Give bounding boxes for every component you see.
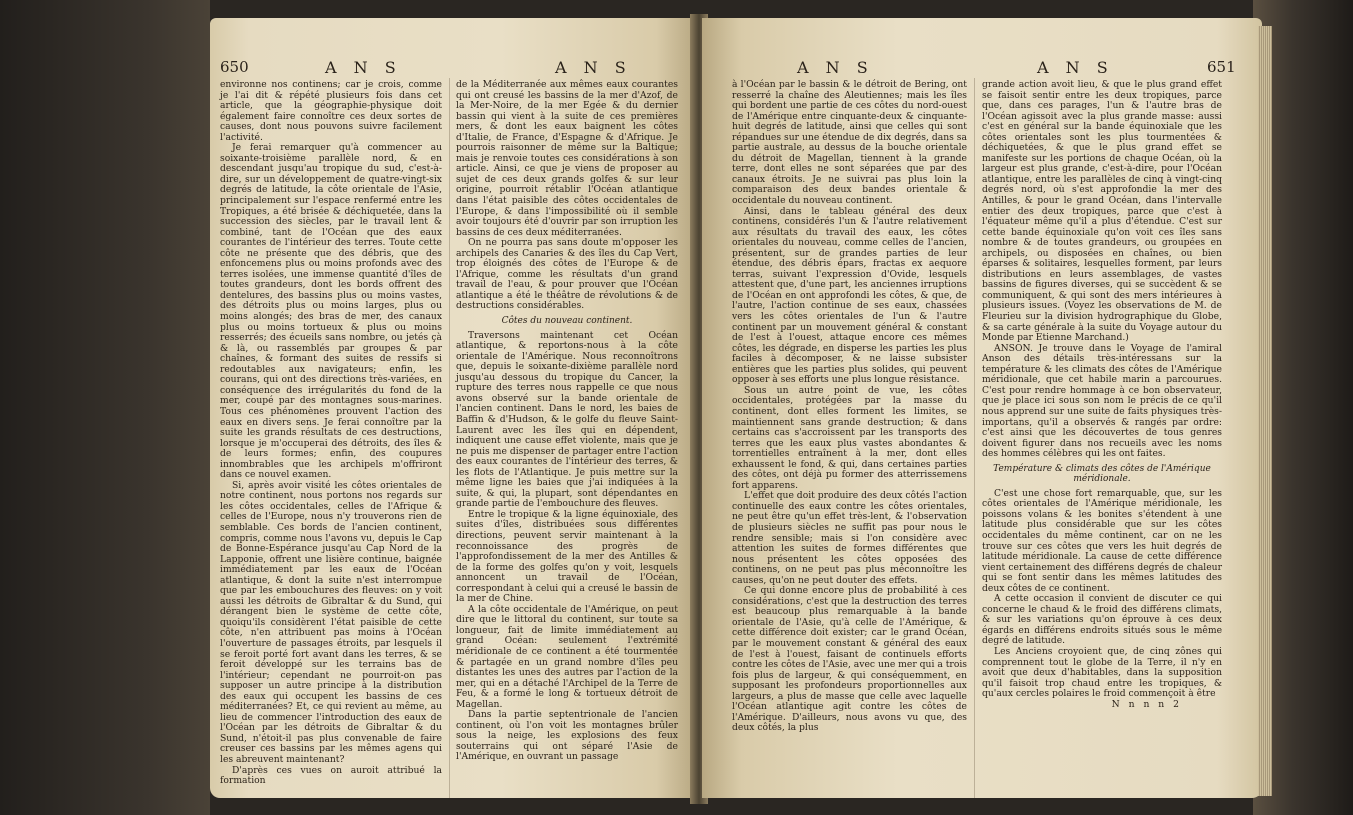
right-page-number: 651	[1207, 58, 1236, 76]
paragraph: environne nos continens; car je crois, comme je l'ai dit & répété plusieurs fois dans cet article, que la géographie-physique doit également faire connoître ces deux sortes de causes, dont nous pouvons suivre facilement l'activité.	[220, 79, 442, 143]
page-edges	[1258, 26, 1272, 796]
left-running-head: A N S	[325, 58, 402, 77]
background-left	[0, 0, 210, 815]
right-running-head: A N S	[797, 58, 874, 77]
column-rule	[974, 78, 975, 798]
paragraph: Dans la partie septentrionale de l'ancien continent, où l'on voit les montagnes brûler sous la neige, les explosions des feux souterrains qui ont séparé l'Asie de l'Amérique, en ouvrant un passage	[456, 709, 678, 763]
paragraph: Ainsi, dans le tableau général des deux continens, considérés l'un & l'autre relativement aux résultats du travail des eaux, les côtes orientales du nouveau, comme celles de l'ancien, présentent, sur de grandes parties de leur étendue, des débris épars, fractas ex aequore terras, suivant l'expression d'Ovide, lesquels attestent que, d'une part, les anciennes irruptions de l'Océan en ont approfondi les côtes, & que, de l'autre, l'action continue de ses eaux, chassées vers les côtes orientales de l'un & l'autre continent par un mouvement général & constant de l'est à l'ouest, attaque encore ces mêmes côtes, les dégrade, en disperse les parties les plus faciles à décomposer, & ne laisse subsister entières que les parties plus solides, qui peuvent opposer à ses efforts une plus longue résistance.	[732, 205, 967, 386]
paragraph: D'après ces vues on auroit attribué la formation	[220, 764, 442, 787]
paragraph: Je ferai remarquer qu'à commencer au soixante-troisième parallèle nord, & en descendant jusqu'au tropique du sud, c'est-à-dire, sur un développement de quatre-vingt-six degrés de latitude, la côte orientale de l'Asie, principalement sur l'espace renfermé entre les Tropiques, a été brisée & déchiquetée, dans la succession des siècles, par le travail lent & combiné, tant de l'Océan que des eaux courantes de l'intérieur des terres. Toute cette côte ne présente que des débris, que des enfoncemens plus ou moins profonds avec des terres isolées, une immense quantité d'îles de toutes grandeurs, dont les bords offrent des dentelures, des bassins plus ou moins vastes, des détroits plus ou moins larges, plus ou moins alongés; des bras de mer, des canaux plus ou moins tortueux & plus ou moins resserrés; des écueils sans nombre, ou jetés çà & là, ou rassemblés par groupes & par chaînes, & formant des suites de ressifs si redoutables aux navigateurs; enfin, les courans, qui ont des directions très-variées, en conséquence des irrégularités du fond de la mer, coupé par des montagnes sous-marines. Tous ces phénomènes prouvent l'action des eaux en divers sens. Je ferai connoître par la suite les grands résultats de ces destructions, lorsque je m'occuperai des détroits, des îles & de leurs formes; enfin, des coupures innombrables que les archipels m'offriront dans ce nouvel examen.	[220, 142, 442, 481]
section-heading: Côtes du nouveau continent.	[501, 316, 633, 327]
paragraph: Sous un autre point de vue, les côtes occidentales, protégées par la masse du continent, dont elles forment les limites, se maintiennent sans grande destruction; & dans certains cas s'accroissent par les transports des terres que les eaux plus vastes abondantes & torrentielles entraînent à la mer, dont elles exhaussent le fond, & qui, dans certaines parties des côtes, ont déjà pu former des atterrissemens fort apparens.	[732, 384, 967, 491]
section-heading: Température & climats des côtes de l'Amérique méridionale.	[993, 463, 1211, 485]
paragraph: grande action avoit lieu, & que le plus grand effet se faisoit sentir entre les deux tropiques, parce que, dans ces parages, l'un & l'autre bras de l'Océan agissoit avec la plus grande masse: aussi c'est en général sur la bande équinoxiale que les côtes orientales sont les plus tourmentées & déchiquetées, & que le plus grand effet se manifeste sur les portions de chaque Océan, où la largeur est plus grande, c'est-à-dire, pour l'Océan atlantique, entre les parallèles de cinq à vingt-cinq degrés nord, où s'est approfondie la mer des Antilles, & pour le grand Océan, dans l'intervalle entier des deux tropiques, parce que c'est à l'équateur même qu'il a plus d'étendue. C'est sur cette bande équinoxiale qu'on voit ces îles sans nombre & de toutes grandeurs, ou groupées en archipels, ou disposées en chaînes, ou bien éparses & solitaires, lesquelles forment, par leurs distributions en leurs assemblages, de vastes bassins de figures diverses, qui se succèdent & se communiquent, & qui sont des mers intérieures à plusieurs issues. (Voyez les observations de M. de Fleurieu sur la division hydrographique du Globe, & sa carte générale à la suite du Voyage autour du Monde par Etienne Marchand.)	[982, 79, 1222, 344]
left-column-1	[220, 80, 442, 787]
left-page-number: 650	[220, 58, 249, 76]
paragraph: Traversons maintenant cet Océan atlantique, & reportons-nous à la côte orientale de l'Amérique. Nous reconnoîtrons que, depuis le soixante-dixième parallèle nord jusqu'au dessous du tropique du Cancer, la rupture des terres nous rappelle ce que nous avons observé sur la bande orientale de l'ancien continent. Dans le nord, les baies de Baffin & d'Hudson, & le golfe du fleuve Saint-Laurent avec les îles qui en dépendent, indiquent une cause effet violente, mais que je ne puis me dispenser de partager entre l'action des eaux courantes de l'intérieur des terres, & les flots de l'Atlantique. Je puis mettre sur la même ligne les baies que j'ai indiquées à la suite, & qui, la plupart, sont dépendantes en grande partie de l'embouchure des fleuves.	[456, 329, 678, 510]
left-column-2	[456, 80, 678, 763]
paragraph: On ne pourra pas sans doute m'opposer les archipels des Canaries & des îles du Cap Vert, trop éloignés des côtes de l'Europe & de l'Afrique, comme les résultats d'un grand travail de l'eau, & pour prouver que l'Océan atlantique a été le théâtre de révolutions & de destructions considérables.	[456, 237, 678, 312]
paragraph: A cette occasion il convient de discuter ce qui concerne le chaud & le froid des différens climats, & sur les variations qu'on éprouve à ces deux égards en différens endroits situés sous le même degré de latitude.	[982, 593, 1222, 647]
paragraph: Si, après avoir visité les côtes orientales de notre continent, nous portons nos regards sur les côtes occidentales, celles de l'Afrique & celles de l'Europe, nous n'y trouverons rien de semblable. Ces bords de l'ancien continent, compris, comme nous l'avons vu, depuis le Cap de Bonne-Espérance jusqu'au Cap Nord de la Lapponie, offrent une lisière continue, baignée immédiatement par les eaux de l'Océan atlantique, & dont la suite n'est interrompue que par les embouchures des fleuves: on y voit aussi les détroits de Gibraltar & du Sund, qui dérangent bien le système de cette côte, quoiqu'ils considèrent l'état paisible de cette côte, n'en attribuent pas moins à l'Océan l'ouverture de passages étroits, par lesquels il se feroit porté fort avant dans les terres, & se feroit développé sur les terrains bas de l'intérieur; cependant ne pourroit-on pas supposer un autre principe à la distribution des eaux qui occupent les bassins de ces méditerranées? Et, ce qui revient au même, au lieu de commencer l'introduction des eaux de l'Océan par les détroits de Gibraltar & du Sund, n'étoit-il pas plus convenable de faire creuser ces bassins par les mêmes agens qui les abreuvent maintenant?	[220, 479, 442, 765]
right-column-2	[982, 80, 1222, 710]
signature-mark: N n n n 2	[1111, 698, 1182, 710]
paragraph: de la Méditerranée aux mêmes eaux courantes qui ont creusé les bassins de la mer d'Azof, de la Mer-Noire, de la mer Egée & du dernier bassin qui vient à la suite de ces premières mers, & dont les eaux baignent les côtes d'Italie, de France, d'Espagne & d'Afrique. Je pourrois raisonner de même sur la Baltique; mais je renvoie toutes ces considérations à son article. Ainsi, ce que je viens de proposer au sujet de ces deux grands golfes & sur leur origine, pourroit rétablir l'Océan atlantique dans l'état paisible des côtes occidentales de l'Europe, & dans l'impossibilité où il semble avoir toujours été d'ouvrir par son irruption les bassins de ces deux méditerranées.	[456, 79, 678, 238]
paragraph: ANSON. Je trouve dans le Voyage de l'amiral Anson des détails très-intéressans sur la température & les climats des côtes de l'Amérique méridionale, que cet habile marin a parcourues. C'est pour rendre hommage à ce bon observateur, que je place ici sous son nom le précis de ce qu'il nous apprend sur une suite de faits physiques très-importans, qu'il a observés & rangés par ordre: c'est ainsi que les découvertes de tous genres doivent figurer dans nos recueils avec les noms des hommes célèbres qui les ont faites.	[982, 342, 1222, 460]
right-running-head-2: A N S	[1037, 58, 1114, 77]
right-page	[702, 18, 1262, 798]
paragraph: A la côte occidentale de l'Amérique, on peut dire que le littoral du continent, sur toute sa longueur, fait de limite immédiatement au grand Océan: seulement l'extrémité méridionale de ce continent a été tourmentée & partagée en un grand nombre d'îles peu distantes les unes des autres par l'action de la mer, qui en a détaché l'Archipel de la Terre de Feu, & a formé le long & tortueux détroit de Magellan.	[456, 603, 678, 710]
left-running-head-2: A N S	[555, 58, 632, 77]
column-rule	[449, 78, 450, 798]
paragraph: Les Anciens croyoient que, de cinq zônes qui comprennent tout le globe de la Terre, il n'y en avoit que deux d'habitables, dans la supposition qu'il faisoit trop chaud entre les tropiques, & qu'aux cercles polaires le froid commençoit à être	[982, 645, 1222, 700]
left-page	[210, 18, 695, 798]
right-column-1	[732, 80, 967, 734]
paragraph: L'effet que doit produire des deux côtés l'action continuelle des eaux contre les côtes orientales, ne peut être qu'un effet très-lent, & l'observation de plusieurs siècles ne suffit pas pour nous le rendre sensible; mais si l'on considère avec attention les suites de formes différentes que nous présentent les côtes opposées des continens, on ne peut pas plus méconnoître les causes, qu'on ne peut douter des effets.	[732, 490, 967, 586]
paragraph: à l'Océan par le bassin & le détroit de Bering, ont resserré la chaîne des Aleutiennes; mais les îles qui bordent une partie de ces côtes du nord-ouest de l'Amérique entre cinquante-deux & cinquante-huit degrés de latitude, ainsi que celles qui sont répandues sur une étendue de dix degrés, dans sa partie australe, au dessus de la bouche orientale du détroit de Magellan, tiennent à la grande terre, dont elles ne sont séparées que par des canaux étroits. Je ne suivrai pas plus loin la comparaison des deux bandes orientale & occidentale du nouveau continent.	[732, 79, 967, 207]
paragraph: C'est une chose fort remarquable, que, sur les côtes orientales de l'Amérique méridionale, les poissons volans & les bonites s'étendent à une latitude plus considérable que sur les côtes occidentales du même continent, car on ne les trouve sur ces côtes que vers les huit degrés de latitude méridionale. La cause de cette différence vient certainement des différens degrés de chaleur qui se font sentir dans les mêmes latitudes des deux côtes de ce continent.	[982, 487, 1222, 594]
paragraph: Ce qui donne encore plus de probabilité à ces considérations, c'est que la destruction des terres est beaucoup plus remarquable à la bande orientale de l'Asie, qu'à celle de l'Amérique, & cette différence doit exister; car le grand Océan, par le mouvement constant & général des eaux de l'est à l'ouest, faisant de continuels efforts contre les côtes de l'Asie, avec une mer qui a trois fois plus de largeur, & qui conséquemment, en supposant les profondeurs proportionnelles aux largeurs, a plus de masse que celle avec laquelle l'Océan atlantique agit contre les côtes de l'Amérique. D'ailleurs, nous avons vu que, des deux côtés, la plus	[732, 585, 967, 734]
paragraph: Entre le tropique & la ligne équinoxiale, des suites d'îles, distribuées sous différentes directions, peuvent servir maintenant à la reconnoissance des progrès de l'approfondissement de la mer des Antilles & de la forme des golfes qu'on y voit, lesquels annoncent un travail de l'Océan, correspondant à celui qui a creusé le bassin de la mer de Chine.	[456, 508, 678, 605]
